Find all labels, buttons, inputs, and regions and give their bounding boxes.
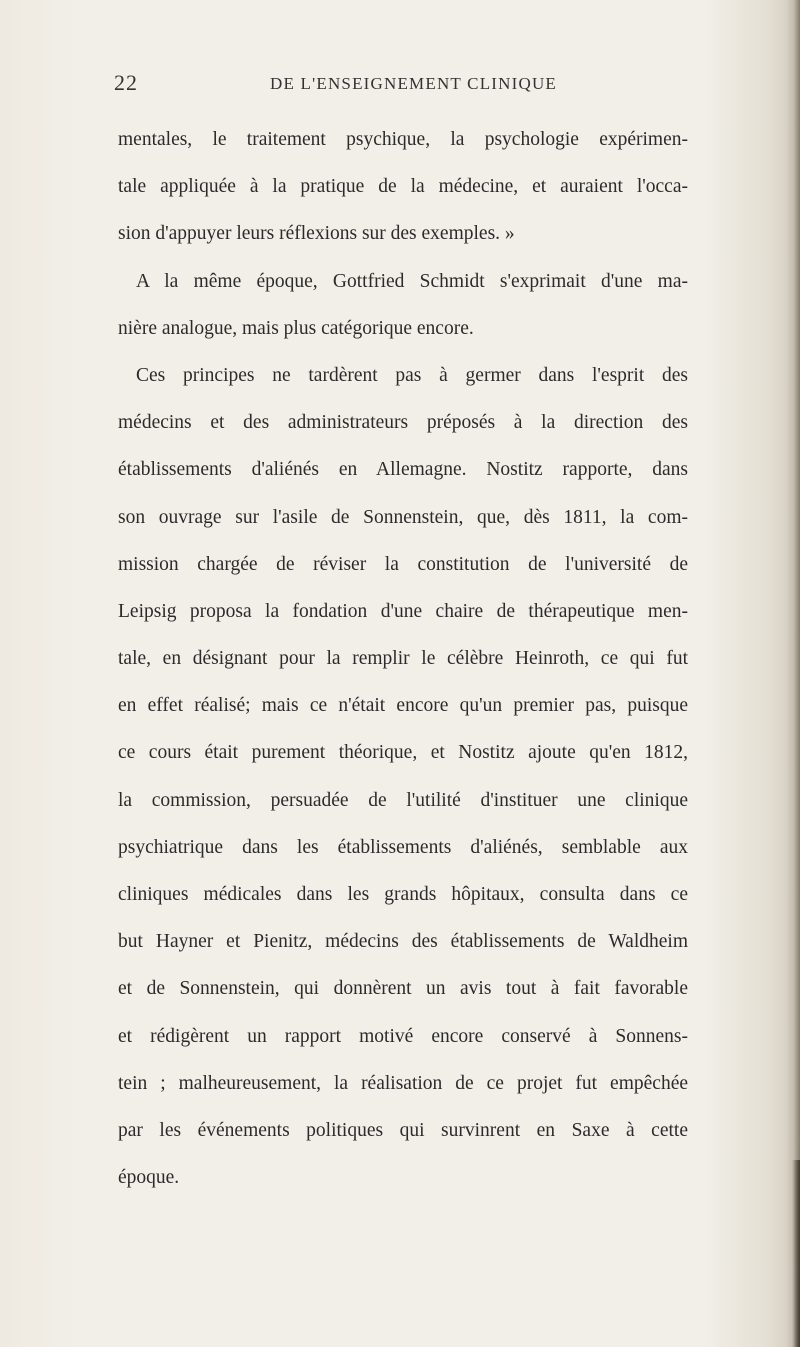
binding-shadow xyxy=(792,1160,800,1347)
text-line: la commission, persuadée de l'utilité d'instituer une clinique xyxy=(118,789,688,811)
text-line: psychiatrique dans les établissements d'aliénés, semblable aux xyxy=(118,836,688,858)
text-line: ce cours était purement théorique, et Nostitz ajoute qu'en 1812, xyxy=(118,742,688,764)
text-line: A la même époque, Gottfried Schmidt s'exprimait d'une ma- xyxy=(136,270,688,292)
text-line: Ces principes ne tardèrent pas à germer dans l'esprit des xyxy=(136,364,688,386)
text-line: mentales, le traitement psychique, la psychologie expérimen- xyxy=(118,129,688,150)
text-line: but Hayner et Pienitz, médecins des établissements de Waldheim xyxy=(118,931,688,953)
text-line: Leipsig proposa la fondation d'une chaire de thérapeutique men- xyxy=(118,600,688,622)
page-edge-shadow xyxy=(786,0,800,1347)
text-line: et rédigèrent un rapport motivé encore conservé à Sonnens- xyxy=(118,1025,688,1047)
text-line: mission chargée de réviser la constitution de l'université de xyxy=(118,553,688,575)
text-line: et de Sonnenstein, qui donnèrent un avis tout à fait favorable xyxy=(118,978,688,1000)
text-line: sion d'appuyer leurs réflexions sur des exemples. » xyxy=(118,223,515,245)
text-line: tale appliquée à la pratique de la médecine, et auraient l'occa- xyxy=(118,176,688,198)
text-line: son ouvrage sur l'asile de Sonnenstein, que, dès 1811, la com- xyxy=(118,506,688,528)
text-line: nière analogue, mais plus catégorique encore. xyxy=(118,317,474,339)
body-text xyxy=(118,116,688,1201)
text-line: médecins et des administrateurs préposés à la direction des xyxy=(118,412,688,434)
text-line: époque. xyxy=(118,1167,180,1189)
text-line: établissements d'aliénés en Allemagne. Nostitz rapporte, dans xyxy=(118,459,688,481)
page-number: 22 xyxy=(114,70,138,95)
text-line: en effet réalisé; mais ce n'était encore qu'un premier pas, puisque xyxy=(118,695,688,717)
text-line: cliniques médicales dans les grands hôpitaux, consulta dans ce xyxy=(118,884,688,905)
text-line: tale, en désignant pour la remplir le célèbre Heinroth, ce qui fut xyxy=(118,648,688,670)
running-title: DE L'ENSEIGNEMENT CLINIQUE xyxy=(270,74,558,93)
text-line: par les événements politiques qui survinrent en Saxe à cette xyxy=(118,1119,688,1141)
page-header xyxy=(0,70,800,102)
text-line: tein ; malheureusement, la réalisation de ce projet fut empêchée xyxy=(118,1072,688,1094)
